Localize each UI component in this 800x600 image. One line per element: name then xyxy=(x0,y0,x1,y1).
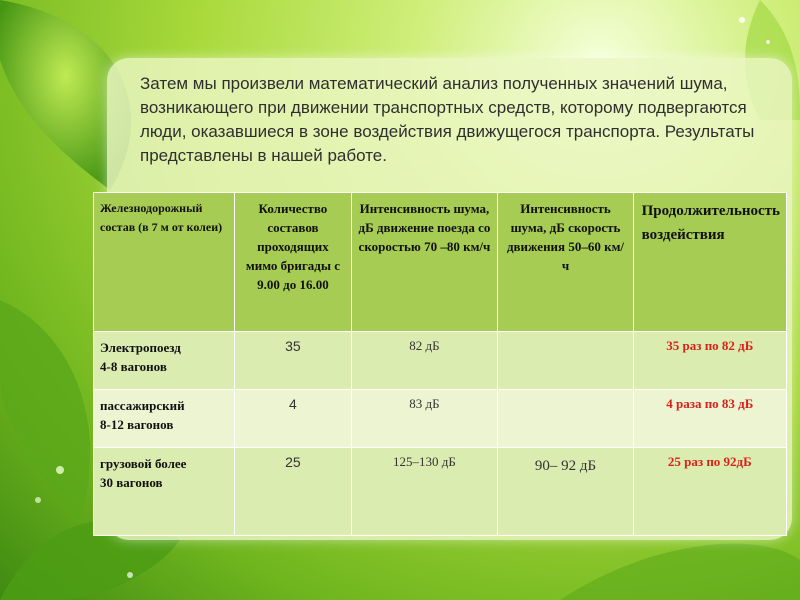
intro-paragraph: Затем мы произвели математический анализ полученных значений шума, возникающего при движении транспортных средств, которому подвергаются люди, оказавшиеся в зоне воздействия движущегося транспорта. Результаты представлены в нашей работе. xyxy=(140,74,755,165)
noise-70-80-cell: 83 дБ xyxy=(351,390,498,448)
train-cell xyxy=(94,448,235,536)
header-train: Железнодорожный состав (в 7 м от колеи) xyxy=(94,193,235,332)
noise-70-80-cell: 125–130 дБ xyxy=(351,448,498,536)
train-name: Электропоезд xyxy=(100,340,181,355)
train-cell xyxy=(94,332,235,390)
table-header-row xyxy=(94,193,787,332)
duration-cell: 4 раза по 83 дБ xyxy=(633,390,786,448)
duration-cell: 35 раз по 82 дБ xyxy=(633,332,786,390)
table-row xyxy=(94,332,787,390)
count-cell: 4 xyxy=(235,390,351,448)
noise-70-80-cell: 82 дБ xyxy=(351,332,498,390)
header-duration: Продолжительность воздействия xyxy=(633,193,786,332)
train-cars: 30 вагонов xyxy=(100,475,163,490)
count-cell: 35 xyxy=(235,332,351,390)
header-count: Количество составов проходящих мимо бригады с 9.00 до 16.00 xyxy=(235,193,351,332)
noise-50-60-cell: 90– 92 дБ xyxy=(498,448,633,536)
train-cars: 8-12 вагонов xyxy=(100,417,174,432)
train-cell xyxy=(94,390,235,448)
noise-table xyxy=(93,192,787,536)
duration-cell: 25 раз по 92дБ xyxy=(633,448,786,536)
header-noise-70-80: Интенсивность шума, дБ движение поезда со скоростью 70 –80 км/ч xyxy=(351,193,498,332)
train-cars: 4-8 вагонов xyxy=(100,359,167,374)
table-row xyxy=(94,448,787,536)
noise-50-60-cell xyxy=(498,332,633,390)
train-name: грузовой более xyxy=(100,456,187,471)
noise-50-60-cell xyxy=(498,390,633,448)
header-noise-50-60: Интенсивность шума, дБ скорость движения 50–60 км/ч xyxy=(498,193,633,332)
count-cell: 25 xyxy=(235,448,351,536)
table-row xyxy=(94,390,787,448)
train-name: пассажирский xyxy=(100,398,185,413)
